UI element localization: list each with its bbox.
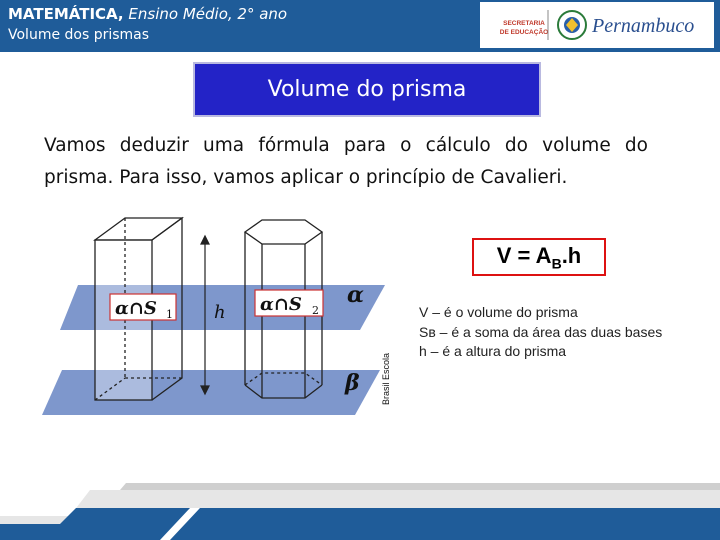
beta-label: β: [345, 370, 360, 396]
topic-label: Volume dos prismas: [8, 27, 150, 43]
intro-paragraph: Vamos deduzir uma fórmula para o cálculo do volume do prisma. Para isso, vamos aplicar o princípio de Cavalieri.: [44, 135, 648, 188]
footer-blue-band: [0, 508, 720, 540]
formula-subscript: B: [551, 255, 562, 272]
slide-title-box: [193, 62, 541, 117]
legend-box: [413, 303, 702, 377]
coat-of-arms-icon: [558, 11, 586, 39]
subject-label: MATEMÁTICA,: [8, 5, 124, 23]
footer-decoration: [0, 480, 720, 540]
cavalieri-figure: [0, 210, 400, 415]
section-s2-sub: 2: [312, 304, 319, 317]
formula-box: [472, 238, 606, 276]
plane-beta: [42, 370, 380, 415]
logo-area: [480, 2, 714, 48]
alpha-label: α: [347, 282, 364, 308]
section-s2-label: α∩S: [260, 294, 302, 315]
image-credit: Brasil Escola: [381, 352, 391, 405]
secretaria-line1: SECRETARIA: [503, 20, 545, 27]
formula-left: V = A: [496, 242, 552, 268]
section-s1-label: α∩S: [115, 298, 157, 319]
formula-right: .h: [561, 242, 582, 268]
header-bar: [0, 0, 720, 52]
secretaria-logo: [480, 2, 714, 48]
level-label: Ensino Médio, 2° ano: [128, 5, 288, 23]
legend-line-height: h – é a altura do prisma: [419, 343, 567, 359]
section-s1-sub: 1: [166, 308, 173, 321]
state-name: Pernambuco: [592, 15, 695, 37]
legend-line-volume: V – é o volume do prisma: [419, 304, 578, 320]
legend-line-base: Sʙ – é a soma da área das duas bases: [419, 323, 663, 340]
course-info: [8, 5, 287, 23]
height-label: h: [214, 302, 226, 323]
volume-formula: [497, 243, 582, 271]
secretaria-line2: DE EDUCAÇÃO: [499, 29, 549, 36]
slide-title: Volume do prisma: [267, 77, 467, 102]
